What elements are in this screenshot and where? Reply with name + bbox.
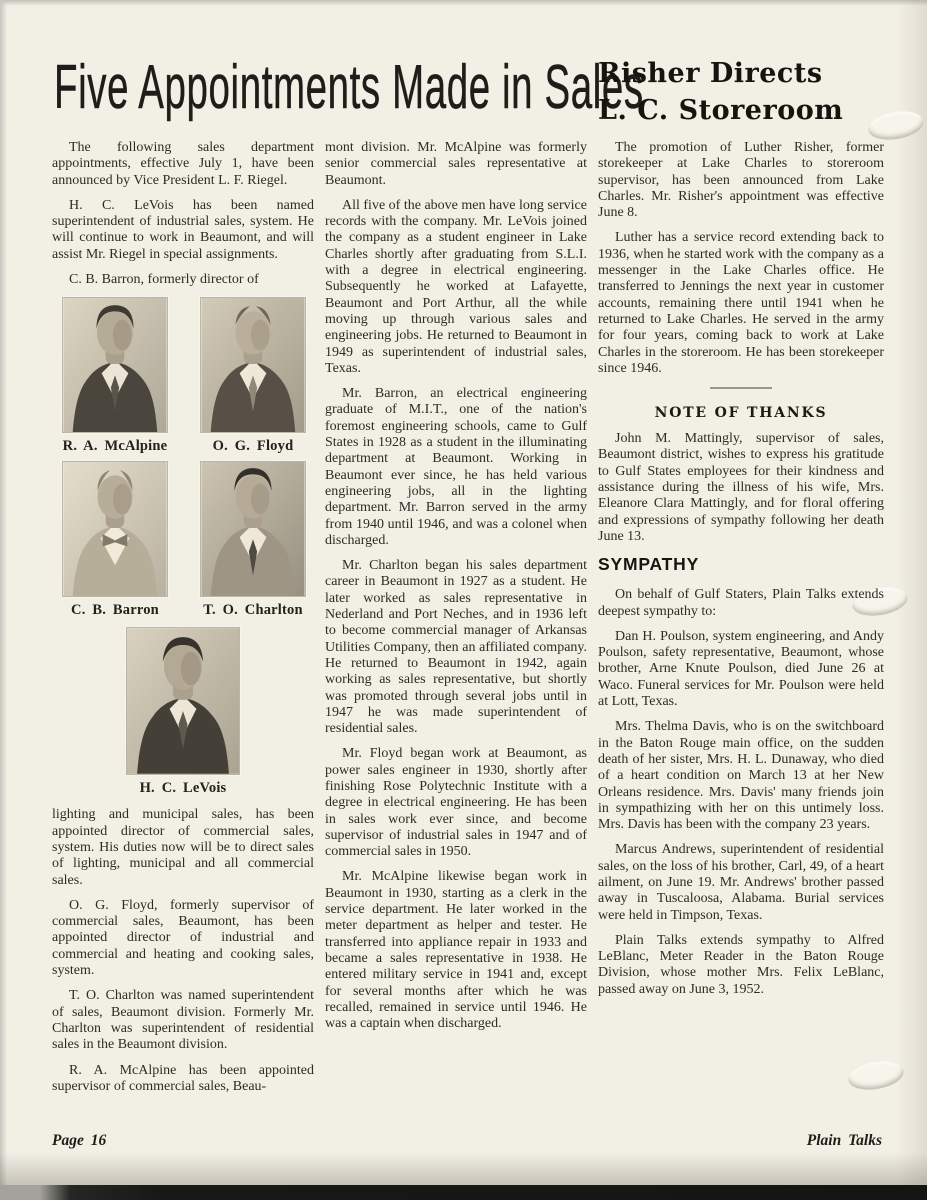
risher-headline-line2: L. C. Storeroom — [598, 95, 844, 126]
column-right — [598, 140, 884, 1140]
section-divider — [710, 387, 772, 389]
body-paragraph: Marcus Andrews, superintendent of residential sales, on the loss of his brother, Carl, 49, of a heart ailment, on June 19. Mr. Andrews' brother passed away in Tuscaloosa, Alabama. Burial services were held in Timpson, Texas. — [598, 842, 884, 923]
portrait-photo-charlton — [200, 461, 306, 619]
body-paragraph: C. B. Barron, formerly director of — [69, 272, 259, 288]
body-paragraph: lighting and municipal sales, has been appointed director of commercial sales, system. His duties now will be to direct sales of lighting, municipal and all commercial sales. — [52, 807, 314, 888]
sympathy-heading: SYMPATHY — [598, 554, 700, 575]
body-paragraph: mont division. Mr. McAlpine was formerly senior commercial sales representative at Beaumont. — [325, 140, 587, 188]
column-left — [52, 140, 314, 1140]
page-number: Page 16 — [52, 1132, 107, 1149]
main-headline-block — [54, 52, 644, 122]
main-headline: Five Appointments Made in Sales — [54, 53, 644, 122]
photo-caption: R. A. McAlpine — [62, 438, 168, 455]
body-paragraph: The following sales department appointments, effective July 1, have been announced by Vice President L. F. Riegel. — [52, 140, 314, 188]
portrait-illustration — [62, 461, 168, 597]
portrait-photo-mcalpine — [62, 297, 168, 455]
photo-caption: T. O. Charlton — [203, 602, 303, 619]
page-edge-left — [0, 0, 7, 1200]
portrait-photo-barron — [62, 461, 168, 619]
body-paragraph: Mr. Charlton began his sales department career in Beaumont in 1927 as a student. He later worked as sales representative in Nederland and Port Neches, and in 1936 left to become commercial manager of Arkansas Utilities Company, then an affiliated company. He returned to Beaumont in 1942, again working as sales representative, but shortly was promoted through several jobs until in 1947 he was made superintendent of residential sales. — [325, 558, 587, 737]
body-paragraph: T. O. Charlton was named superintendent of sales, Beaumont division. Formerly Mr. Charlton was superintendent of residential sales in the Beaumont division. — [52, 988, 314, 1053]
photo-row — [52, 297, 314, 455]
body-paragraph: Mr. Barron, an electrical engineering graduate of M.I.T., one of the nation's foremost engineering schools, came to Gulf States in 1928 as a student in the illuminating department at Beaumont. Working in Beaumont ever since, he has held various engineering jobs, all in the lighting department. Mr. Barron served in the army from 1940 until 1946, and was a colonel when discharged. — [325, 386, 587, 548]
note-of-thanks-heading: NOTE OF THANKS — [654, 405, 828, 422]
photo-caption: C. B. Barron — [71, 602, 159, 619]
body-paragraph: Mrs. Thelma Davis, who is on the switchboard in the Baton Rouge main office, on the sudden death of her sister, Mrs. H. L. Dunaway, who died of a heart condition on March 13 at her New Orleans residence. Mrs. Davis' many friends join in sympathizing with her on this untimely loss. Mrs. Davis has been with the company 23 years. — [598, 719, 884, 833]
publication-name: Plain Talks — [806, 1132, 882, 1149]
portrait-illustration — [62, 297, 168, 433]
body-paragraph: H. C. LeVois has been named superintendent of industrial sales, system. He will continue to work in Beaumont, and will assist Mr. Riegel in special assignments. — [52, 197, 314, 262]
portrait-illustration — [200, 297, 306, 433]
body-paragraph: John M. Mattingly, supervisor of sales, Beaumont district, wishes to express his gratitude to Gulf States employees for their kindness and assistance during the illness of his wife, Mrs. Eleanore Clara Mattingly, and for floral offering and expressions of sympathy following her death June 13. — [598, 431, 884, 544]
page-edge-bottom-shadow — [0, 1152, 927, 1186]
body-paragraph: Luther has a service record extending back to 1936, when he started work with the company as a messenger in the Lake Charles office. He transferred to Jennings the next year in customer accounts, remaining there until 1941 when he returned to Lake Charles. He served in the army for four years, coming back to work at Lake Charles in the storeroom. He has been storekeeper since 1946. — [598, 230, 884, 376]
photo-grid — [52, 297, 314, 797]
body-paragraph: Mr. McAlpine likewise began work in Beaumont in 1930, starting as a clerk in the service department. He later worked in the meter department as helper and tester. He transferred into appliance repair in 1933 and became a sales representative in 1938. He entered military service in 1941 and, except for several months after which he was recalled, remained in service until 1946. He was a captain when discharged. — [325, 869, 587, 1032]
portrait-illustration — [126, 627, 240, 775]
body-paragraph: Dan H. Poulson, system engineering, and Andy Poulson, safety representative, Beaumont, whose brother, Arne Knute Poulson, died June 26 at Waco. Funeral services for Mr. Poulson were held at Lott, Texas. — [598, 628, 884, 710]
risher-headline-block — [598, 55, 890, 129]
body-paragraph: The promotion of Luther Risher, former storekeeper at Lake Charles to storeroom supervisor, has been announced from Lake Charles. Mr. Risher's appointment was effective June 8. — [598, 140, 884, 221]
photo-caption: H. C. LeVois — [139, 780, 227, 797]
page-edge-top — [0, 0, 927, 6]
page-footer — [52, 1132, 882, 1150]
body-paragraph: R. A. McAlpine has been appointed supervisor of commercial sales, Beau- — [52, 1062, 314, 1094]
body-paragraph: Plain Talks extends sympathy to Alfred LeBlanc, Meter Reader in the Baton Rouge Division, whose mother Mrs. Felix LeBlanc, passed away on June 3, 1952. — [598, 932, 884, 997]
body-paragraph: Mr. Floyd began work at Beaumont, as power sales engineer in 1930, shortly after finishing Rose Polytechnic Institute with a degree in electrical engineering. He has been in sales work ever since, and become supervisor of industrial sales in 1947 and of commercial sales in 1950. — [325, 746, 587, 860]
column-middle — [325, 140, 587, 1140]
page-edge-bottom — [0, 1185, 927, 1200]
photo-row — [52, 461, 314, 619]
body-paragraph: On behalf of Gulf Staters, Plain Talks extends deepest sympathy to: — [598, 587, 884, 619]
body-paragraph: All five of the above men have long service records with the company. Mr. LeVois joined the company as a student engineer in Lake Charles shortly after graduating from S.L.I. with a degree in electrical engineering. Subsequently he worked at Lafayette, Beaumont and Port Arthur, all the while moving up through various sales and engineering jobs. He returned to Beaumont in 1949 as superintendent of industrial sales, Texas. — [325, 197, 587, 376]
portrait-photo-floyd — [200, 297, 306, 455]
portrait-illustration — [200, 461, 306, 597]
body-paragraph: O. G. Floyd, formerly supervisor of commercial sales, Beaumont, has been appointed director of industrial and commercial and heating and cooking sales, system. — [52, 897, 314, 979]
risher-headline-line1: Risher Directs — [598, 58, 823, 89]
photo-caption: O. G. Floyd — [212, 438, 294, 455]
portrait-photo-levois — [126, 627, 240, 797]
